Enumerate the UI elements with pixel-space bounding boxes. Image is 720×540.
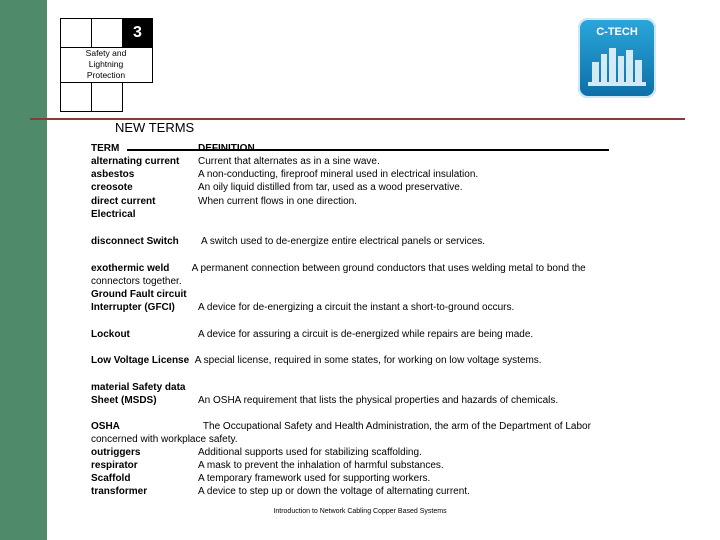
term: exothermic weld: [91, 263, 170, 274]
section-number: 3: [122, 18, 153, 48]
c-tech-logo: [578, 18, 656, 98]
term: Electrical: [91, 209, 136, 220]
term: creosote: [91, 182, 133, 193]
grid-cell: [91, 82, 123, 112]
term: outriggers: [91, 447, 141, 458]
section-label-line: Lightning: [88, 59, 124, 69]
city-skyline-icon: [578, 18, 656, 98]
term: transformer: [91, 486, 148, 497]
term-column-header: TERM: [91, 143, 120, 154]
grid-cell: [91, 18, 123, 48]
definition: A non-conducting, fireproof mineral used in electrical insulation.: [198, 169, 479, 180]
term-paragraph: [91, 262, 636, 288]
definition: A mask to prevent the inhalation of harmful substances.: [198, 460, 444, 471]
definition: A switch used to de-energize entire electrical panels or services.: [201, 236, 486, 247]
term: material Safety data: [91, 382, 186, 393]
grid-cell: [60, 82, 92, 112]
definition: A temporary framework used for supporting workers.: [198, 473, 431, 484]
logo-text: C-TECH: [596, 26, 638, 38]
term: alternating current: [91, 156, 180, 167]
definition: A device to step up or down the voltage of alternating current.: [198, 486, 470, 497]
section-label-line: Protection: [86, 70, 126, 80]
definition: Additional supports used for stabilizing scaffolding.: [198, 447, 422, 458]
footer-text: Introduction to Network Cabling Copper Based Systems: [273, 508, 447, 515]
term: Interrupter (GFCI): [91, 302, 175, 313]
grid-cell: [60, 18, 92, 48]
definition: A permanent connection between ground conductors that uses welding metal to bond the connectors together.: [91, 263, 586, 287]
page-title: NEW TERMS: [115, 120, 195, 135]
term-row: [91, 354, 542, 367]
definition: An OSHA requirement that lists the physical properties and hazards of chemicals.: [198, 395, 559, 406]
term: asbestos: [91, 169, 135, 180]
column-rule: [127, 149, 609, 151]
definition: When current flows in one direction.: [198, 196, 357, 207]
side-accent-bar: [0, 0, 47, 540]
term: OSHA: [91, 421, 120, 432]
term-paragraph: [91, 420, 636, 446]
definition: A device for assuring a circuit is de-energized while repairs are being made.: [198, 329, 534, 340]
definition: A special license, required in some states, for working on low voltage systems.: [194, 355, 542, 366]
section-label: [61, 48, 151, 82]
section-label-line: Safety and: [85, 48, 127, 58]
definition: A device for de-energizing a circuit the instant a short-to-ground occurs.: [198, 302, 515, 313]
term: disconnect Switch: [91, 236, 179, 247]
definition: An oily liquid distilled from tar, used as a wood preservative.: [198, 182, 463, 193]
term: Lockout: [91, 329, 130, 340]
definition: The Occupational Safety and Health Administration, the arm of the Department of Labor concerned with workplace safety.: [91, 421, 591, 445]
term: Scaffold: [91, 473, 131, 484]
term: direct current: [91, 196, 156, 207]
term: Sheet (MSDS): [91, 395, 157, 406]
term: Ground Fault circuit: [91, 289, 187, 300]
definition: Current that alternates as in a sine wave.: [198, 156, 380, 167]
term: respirator: [91, 460, 138, 471]
term: Low Voltage License: [91, 355, 190, 366]
